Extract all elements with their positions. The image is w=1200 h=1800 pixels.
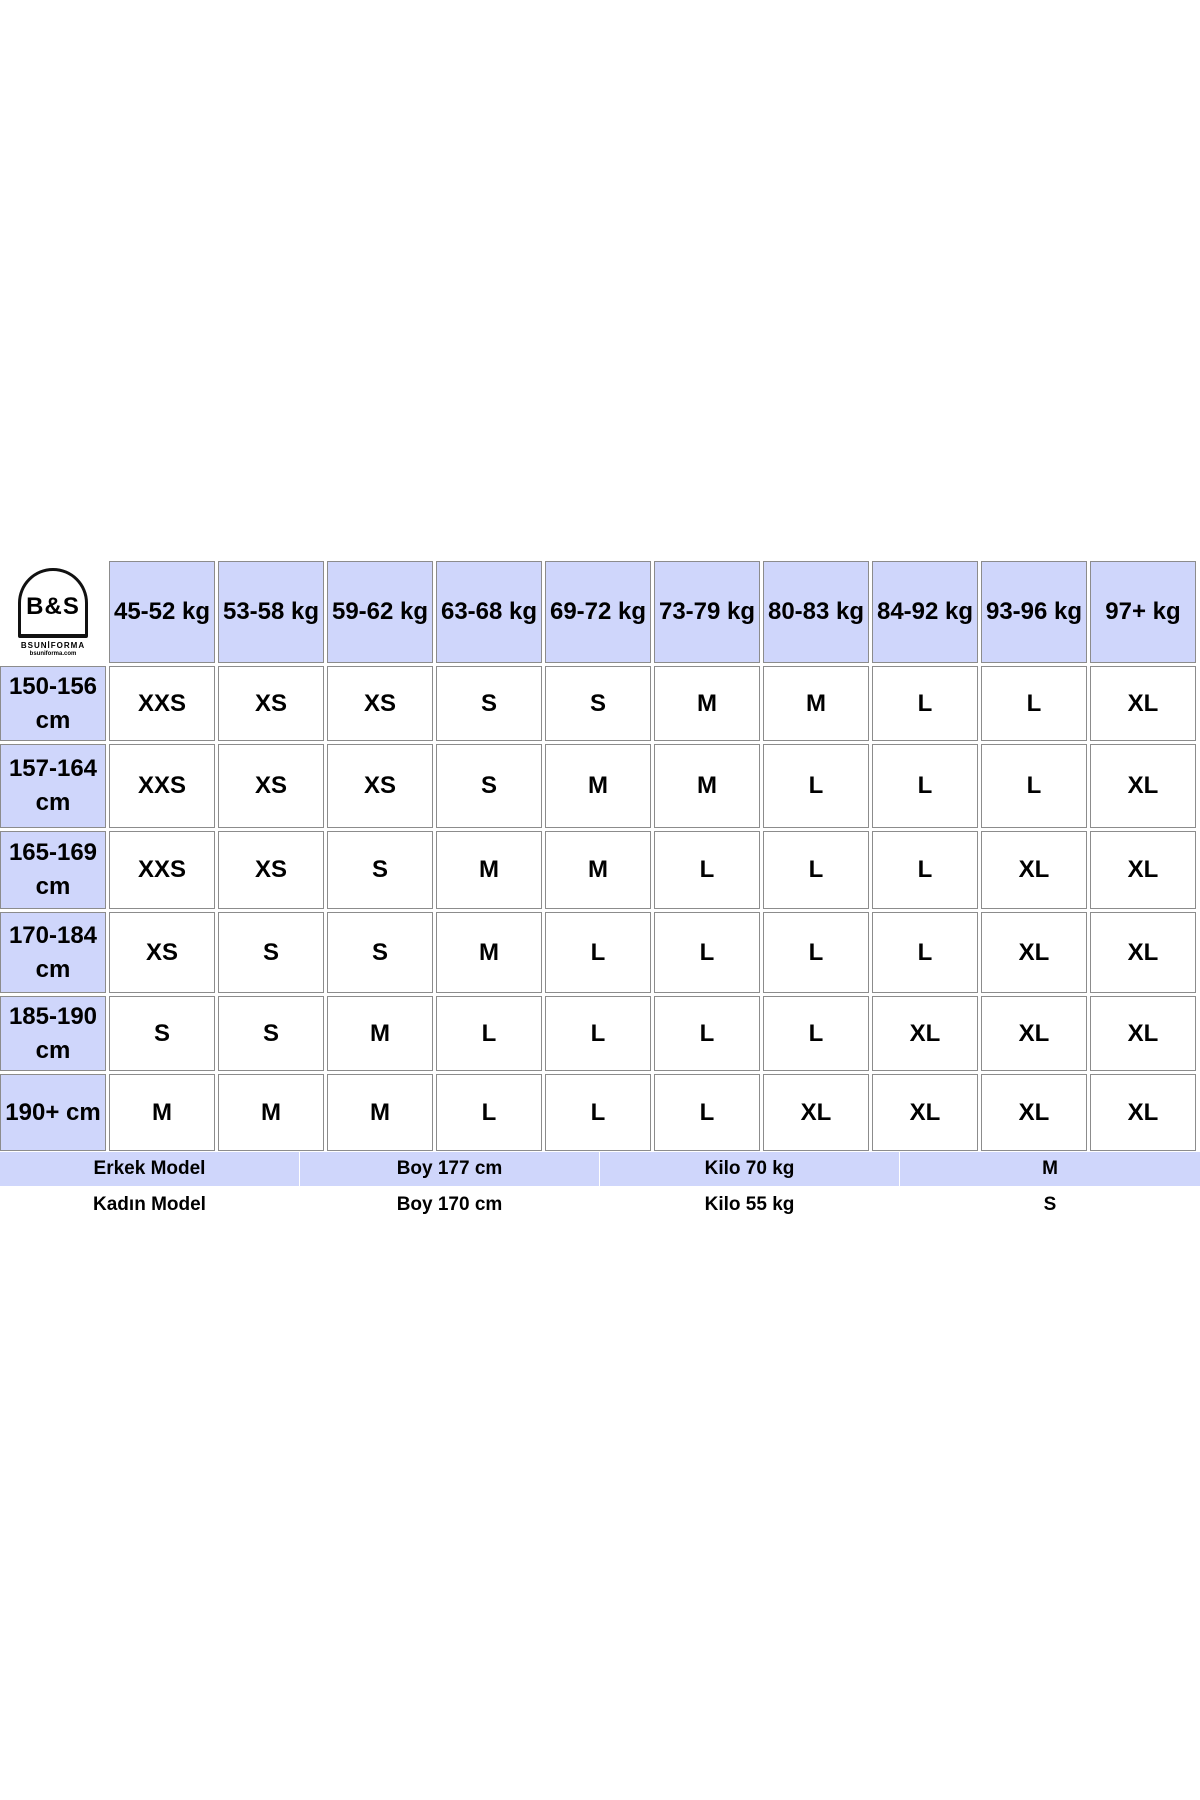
- weight-header-row: [0, 561, 1200, 663]
- size-cell: S: [327, 831, 433, 909]
- model-size: S: [900, 1188, 1200, 1222]
- size-cell: L: [545, 1074, 651, 1151]
- size-cell: L: [436, 996, 542, 1071]
- size-cell: M: [436, 831, 542, 909]
- brand-logo-cell: [0, 561, 106, 663]
- weight-header: 59-62 kg: [327, 561, 433, 663]
- brand-logo: [11, 564, 95, 660]
- size-cell: XXS: [109, 831, 215, 909]
- size-cell: XXS: [109, 744, 215, 828]
- size-cell: S: [109, 996, 215, 1071]
- size-cell: S: [436, 666, 542, 741]
- size-cell: L: [654, 1074, 760, 1151]
- size-cell: XS: [109, 912, 215, 993]
- weight-header: 73-79 kg: [654, 561, 760, 663]
- size-cell: XS: [218, 831, 324, 909]
- size-cell: XL: [1090, 744, 1196, 828]
- weight-header: 80-83 kg: [763, 561, 869, 663]
- size-cell: S: [218, 996, 324, 1071]
- size-row: [0, 831, 1200, 909]
- size-row: [0, 912, 1200, 993]
- model-height: Boy 170 cm: [300, 1188, 599, 1222]
- size-cell: XL: [1090, 666, 1196, 741]
- size-cell: L: [872, 831, 978, 909]
- model-label: Kadın Model: [0, 1188, 299, 1222]
- size-cell: XS: [327, 744, 433, 828]
- height-header: 185-190 cm: [0, 996, 106, 1071]
- size-cell: XL: [981, 912, 1087, 993]
- weight-header: 63-68 kg: [436, 561, 542, 663]
- size-cell: S: [545, 666, 651, 741]
- weight-header: 69-72 kg: [545, 561, 651, 663]
- height-header: 170-184 cm: [0, 912, 106, 993]
- size-cell: M: [654, 744, 760, 828]
- size-cell: S: [327, 912, 433, 993]
- size-cell: L: [763, 912, 869, 993]
- size-cell: L: [436, 1074, 542, 1151]
- weight-header: 97+ kg: [1090, 561, 1196, 663]
- size-cell: M: [654, 666, 760, 741]
- size-cell: M: [327, 996, 433, 1071]
- size-cell: M: [109, 1074, 215, 1151]
- size-cell: XL: [1090, 912, 1196, 993]
- size-cell: XS: [218, 666, 324, 741]
- size-cell: XL: [872, 1074, 978, 1151]
- size-chart: [0, 561, 1200, 1154]
- model-weight: Kilo 55 kg: [600, 1188, 899, 1222]
- size-cell: S: [436, 744, 542, 828]
- size-cell: XL: [763, 1074, 869, 1151]
- size-cell: M: [218, 1074, 324, 1151]
- size-cell: XL: [981, 996, 1087, 1071]
- size-cell: M: [763, 666, 869, 741]
- height-header: 190+ cm: [0, 1074, 106, 1151]
- size-cell: L: [545, 996, 651, 1071]
- size-cell: XL: [1090, 1074, 1196, 1151]
- model-size: M: [900, 1152, 1200, 1186]
- size-cell: XL: [981, 831, 1087, 909]
- logo-mark: B&S: [26, 593, 80, 620]
- size-cell: L: [654, 996, 760, 1071]
- weight-header: 84-92 kg: [872, 561, 978, 663]
- size-cell: L: [763, 996, 869, 1071]
- size-cell: L: [981, 744, 1087, 828]
- model-row-erkek: [0, 1152, 1200, 1186]
- size-cell: XL: [1090, 831, 1196, 909]
- size-cell: M: [545, 831, 651, 909]
- size-cell: XS: [327, 666, 433, 741]
- model-row-kadin: [0, 1188, 1200, 1222]
- height-header: 157-164 cm: [0, 744, 106, 828]
- size-row: [0, 666, 1200, 741]
- size-cell: M: [327, 1074, 433, 1151]
- size-row: [0, 744, 1200, 828]
- size-cell: L: [763, 744, 869, 828]
- size-cell: S: [218, 912, 324, 993]
- logo-brand-name: BSUNİFORMA: [20, 640, 86, 650]
- size-cell: M: [545, 744, 651, 828]
- model-label: Erkek Model: [0, 1152, 299, 1186]
- size-cell: L: [545, 912, 651, 993]
- size-row: [0, 1074, 1200, 1151]
- size-cell: L: [872, 666, 978, 741]
- size-row: [0, 996, 1200, 1071]
- size-cell: M: [436, 912, 542, 993]
- height-header: 165-169 cm: [0, 831, 106, 909]
- size-cell: XS: [218, 744, 324, 828]
- size-cell: L: [654, 912, 760, 993]
- size-cell: XXS: [109, 666, 215, 741]
- size-cell: XL: [981, 1074, 1087, 1151]
- weight-header: 45-52 kg: [109, 561, 215, 663]
- logo-site: bsuniforma.com: [29, 650, 77, 657]
- weight-header: 53-58 kg: [218, 561, 324, 663]
- model-weight: Kilo 70 kg: [600, 1152, 899, 1186]
- logo-arch-icon: [18, 568, 88, 638]
- height-header: 150-156 cm: [0, 666, 106, 741]
- size-cell: L: [872, 744, 978, 828]
- size-cell: XL: [872, 996, 978, 1071]
- size-cell: XL: [1090, 996, 1196, 1071]
- size-cell: L: [872, 912, 978, 993]
- weight-header: 93-96 kg: [981, 561, 1087, 663]
- size-cell: L: [763, 831, 869, 909]
- size-cell: L: [981, 666, 1087, 741]
- size-cell: L: [654, 831, 760, 909]
- model-height: Boy 177 cm: [300, 1152, 599, 1186]
